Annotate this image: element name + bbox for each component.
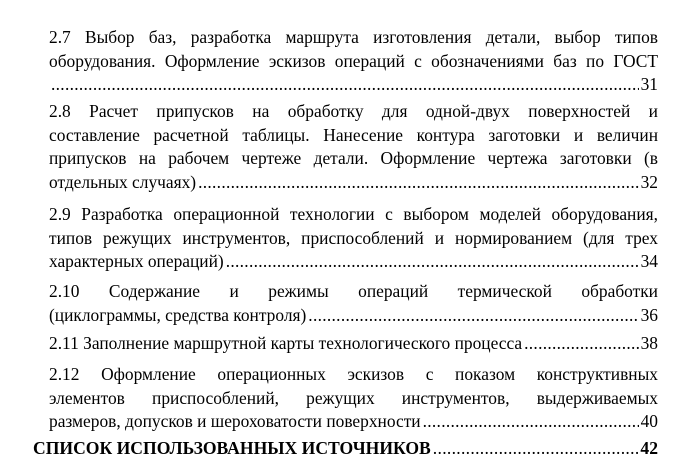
toc-entry-line: элементов приспособлений, режущих инструментов, выдерживаемых — [49, 387, 658, 408]
toc-entry-2-11[interactable] — [49, 332, 658, 356]
dot-leader — [308, 304, 638, 328]
toc-entry-references[interactable] — [33, 437, 658, 461]
toc-entry-line: типов режущих инструментов, приспособлений и нормированием (для трех — [49, 227, 658, 248]
dot-leader — [524, 332, 638, 356]
toc-page-number: 34 — [640, 251, 658, 272]
toc-entry-tail-text: СПИСОК ИСПОЛЬЗОВАННЫХ ИСТОЧНИКОВ — [33, 438, 431, 458]
toc-entry-2-7[interactable] — [49, 26, 658, 97]
toc-entry-line: 2.7 Выбор баз, разработка маршрута изготовления детали, выбор типов — [49, 27, 658, 47]
toc-page-number: 32 — [640, 171, 658, 192]
dot-leader — [51, 73, 639, 97]
toc-entry-leader-line — [49, 410, 658, 434]
toc-page-number: 42 — [640, 438, 658, 458]
toc-entry-line: составление расчетной таблицы. Нанесение контура заготовки и величин — [49, 124, 658, 145]
toc-entry-leader-line — [49, 304, 658, 328]
toc-entry-tail-text: характерных операций) — [49, 251, 224, 272]
toc-entry-2-12[interactable] — [49, 363, 658, 434]
dot-leader — [433, 437, 639, 461]
dot-leader — [423, 410, 639, 434]
toc-entry-tail-text: отдельных случаях) — [49, 171, 197, 192]
toc-entry-2-8[interactable] — [49, 100, 658, 194]
dot-leader — [226, 250, 639, 274]
toc-entry-line: оборудования. Оформление эскизов операций с обозначениями баз по ГОСТ — [49, 50, 658, 71]
toc-page-number: 38 — [640, 333, 658, 353]
toc-entry-leader-line — [49, 73, 658, 97]
toc-entry-leader-line — [49, 250, 658, 274]
toc-entry-line: 2.9 Разработка операционной технологии с выбором моделей оборудования, — [49, 204, 658, 224]
toc-entry-2-9[interactable] — [49, 203, 658, 274]
toc-entry-line: 2.12 Оформление операционных эскизов с показом конструктивных — [49, 364, 658, 384]
toc-page-number: 31 — [640, 74, 658, 95]
toc-entry-line: припусков на рабочем чертеже детали. Оформление чертежа заготовки (в — [49, 148, 658, 169]
toc-entry-tail-text: (циклограммы, средства контроля) — [49, 304, 307, 325]
toc-page-number: 36 — [640, 304, 658, 325]
toc-entry-leader-line — [33, 437, 658, 461]
toc-page-number: 40 — [640, 411, 658, 432]
dot-leader — [198, 171, 639, 195]
toc-entry-line: 2.8 Расчет припусков на обработку для одной-двух поверхностей и — [49, 101, 658, 121]
toc-entry-tail-text: 2.11 Заполнение маршрутной карты технологического процесса — [49, 333, 523, 353]
toc-entry-leader-line — [49, 171, 658, 195]
toc-entry-line: 2.10 Содержание и режимы операций термической обработки — [49, 281, 658, 301]
toc-entry-leader-line — [49, 332, 658, 356]
toc-entry-2-10[interactable] — [49, 280, 658, 327]
toc-entry-tail-text: размеров, допусков и шероховатости поверхности — [49, 411, 421, 432]
